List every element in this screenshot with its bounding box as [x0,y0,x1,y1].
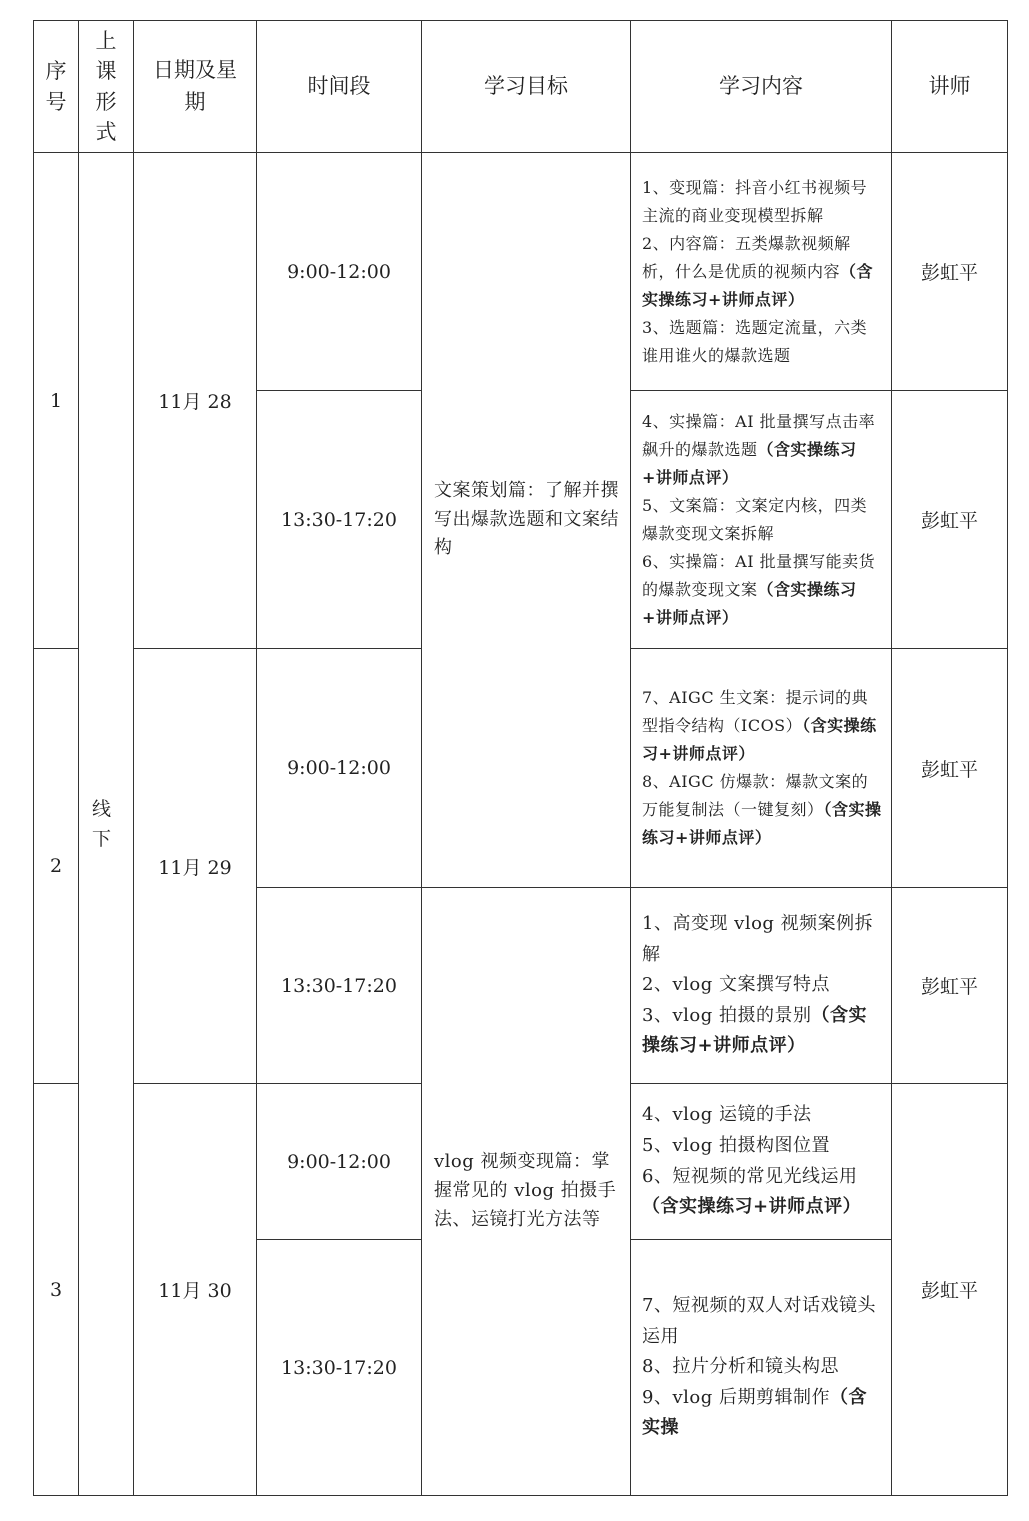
header-seq: 序号 [34,21,79,153]
content-line [642,1352,883,1383]
teacher-cell: 彭虹平 [892,649,1008,888]
content-line-text: 2、vlog 文案撰写特点 [642,974,830,996]
header-time: 时间段 [257,21,422,153]
content-line [642,768,883,852]
content-line-text: 5、vlog 拍摄构图位置 [642,1134,830,1156]
content-cell [631,649,892,888]
content-line-note: （含实操练习+讲师点评） [642,439,857,487]
header-content: 学习内容 [631,21,892,153]
time-cell: 9:00-12:00 [257,649,422,888]
content-line-text: 8、AIGC 仿爆款：爆款文案的万能复制法（一键复刻） [642,772,869,819]
goal-cell: vlog 视频变现篇：掌握常见的 vlog 拍摄手法、运镜打光方法等 [422,888,631,1496]
content-line-note: （含实操练习+讲师点评） [642,1004,867,1057]
content-line-text: 6、实操篇：AI 批量撰写能卖货的爆款变现文案 [642,551,876,599]
teacher-cell: 彭虹平 [892,1084,1008,1496]
content-line-text: 7、AIGC 生文案：提示词的典型指令结构（ICOS） [642,688,869,735]
content-line-text: 5、文案篇：文案定内核，四类爆款变现文案拆解 [642,495,868,543]
content-line-note: （含实操练习+讲师点评） [642,1196,862,1218]
date-cell: 11月 30 [134,1084,257,1496]
content-cell [631,1084,892,1240]
course-schedule-table [33,20,1008,1496]
teacher-cell: 彭虹平 [892,153,1008,391]
content-line-text: 7、短视频的双人对话戏镜头运用 [642,1295,876,1347]
content-line-text: 4、vlog 运镜的手法 [642,1104,812,1126]
content-line-note: （含实操练习+讲师点评） [642,800,882,847]
content-cell [631,888,892,1084]
content-line [642,909,883,970]
date-cell: 11月 29 [134,649,257,1084]
content-line [642,684,883,768]
content-line-text: 8、拉片分析和镜头构思 [642,1356,839,1378]
teacher-cell: 彭虹平 [892,888,1008,1084]
table-row [34,153,1008,391]
date-cell: 11月 28 [134,153,257,649]
content-cell [631,1240,892,1496]
content-line-note: （含实操练习+讲师点评） [642,579,857,627]
seq-cell: 3 [34,1084,79,1496]
header-mode: 上课形式 [79,21,134,153]
content-line-text: 4、实操篇：AI 批量撰写点击率飙升的爆款选题 [642,411,876,459]
content-line [642,408,883,492]
content-cell [631,153,892,391]
content-line-text: 1、变现篇：抖音小红书视频号主流的商业变现模型拆解 [642,177,868,225]
header-date: 日期及星期 [134,21,257,153]
content-line [642,492,883,548]
content-line [642,1131,883,1162]
content-line-text: 3、选题篇：选题定流量，六类谁用谁火的爆款选题 [642,317,868,365]
content-line-text: 1、高变现 vlog 视频案例拆解 [642,913,874,965]
time-cell: 9:00-12:00 [257,153,422,391]
time-cell: 13:30-17:20 [257,1240,422,1496]
seq-cell: 2 [34,649,79,1084]
seq-cell: 1 [34,153,79,649]
content-line [642,1383,883,1444]
content-line [642,230,883,314]
content-line [642,1001,883,1062]
content-line [642,174,883,230]
mode-cell: 线下 [79,153,134,1496]
teacher-cell: 彭虹平 [892,391,1008,649]
content-line [642,1291,883,1352]
content-cell [631,391,892,649]
time-cell: 13:30-17:20 [257,391,422,649]
content-line-text: 3、vlog 拍摄的景别 [642,1004,812,1026]
content-line-text: 2、内容篇：五类爆款视频解析，什么是优质的视频内容 [642,233,851,281]
time-cell: 13:30-17:20 [257,888,422,1084]
content-line [642,314,883,370]
content-line-note: （含实操练习+讲师点评） [642,261,874,309]
goal-cell: 文案策划篇：了解并撰写出爆款选题和文案结构 [422,153,631,888]
header-goal: 学习目标 [422,21,631,153]
content-line-note: （含实操 [642,1386,867,1439]
header-row [34,21,1008,153]
content-line [642,970,883,1001]
content-line [642,1162,883,1223]
content-line-note: （含实操练习+讲师点评） [642,716,877,763]
content-line-text: 6、短视频的常见光线运用 [642,1165,858,1187]
content-line-text: 9、vlog 后期剪辑制作 [642,1386,830,1408]
time-cell: 9:00-12:00 [257,1084,422,1240]
content-line [642,1100,883,1131]
content-line [642,548,883,632]
header-teacher: 讲师 [892,21,1008,153]
